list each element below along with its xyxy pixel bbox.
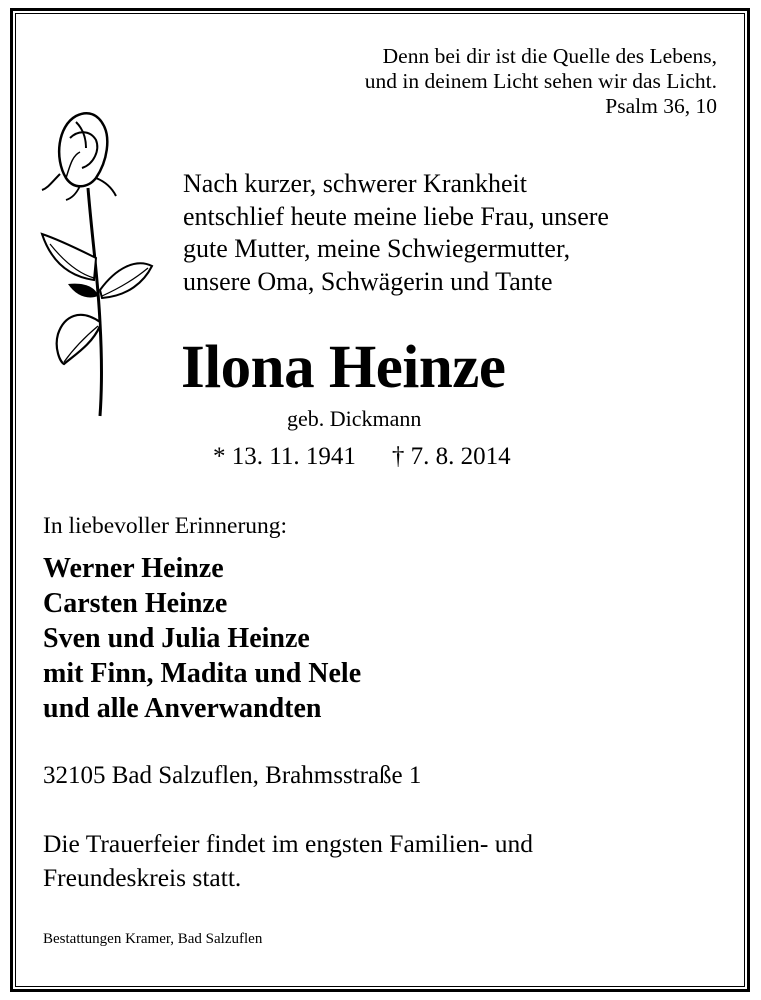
family-member: mit Finn, Madita und Nele bbox=[43, 658, 362, 689]
birth-date: * 13. 11. 1941 bbox=[213, 443, 356, 470]
intro-text bbox=[183, 168, 609, 298]
psalm-quote bbox=[365, 44, 717, 119]
ceremony-line: Die Trauerfeier findet im engsten Familien- und bbox=[43, 829, 534, 858]
psalm-line: Denn bei dir ist die Quelle des Lebens, bbox=[382, 44, 717, 68]
psalm-line: und in deinem Licht sehen wir das Licht. bbox=[364, 69, 717, 93]
ceremony-line: Freundeskreis statt. bbox=[43, 863, 242, 892]
death-date: † 7. 8. 2014 bbox=[391, 443, 511, 470]
family-member: Carsten Heinze bbox=[43, 588, 228, 619]
deceased-name: Ilona Heinze bbox=[181, 334, 506, 401]
undertaker-credit: Bestattungen Kramer, Bad Salzuflen bbox=[43, 931, 263, 947]
family-member: und alle Anverwandten bbox=[43, 693, 322, 724]
family-list bbox=[43, 551, 361, 726]
address: 32105 Bad Salzuflen, Brahmsstraße 1 bbox=[43, 762, 422, 789]
family-member: Werner Heinze bbox=[43, 553, 224, 584]
rose-icon bbox=[36, 108, 154, 420]
intro-line: Nach kurzer, schwerer Krankheit bbox=[183, 169, 528, 198]
memory-label: In liebevoller Erinnerung: bbox=[43, 513, 288, 539]
life-dates bbox=[213, 443, 511, 471]
intro-line: unsere Oma, Schwägerin und Tante bbox=[183, 266, 553, 296]
family-member: Sven und Julia Heinze bbox=[43, 623, 310, 654]
ceremony-note bbox=[43, 827, 533, 895]
intro-line: entschlief heute meine liebe Frau, unsere bbox=[183, 201, 609, 231]
psalm-reference: Psalm 36, 10 bbox=[605, 94, 717, 118]
birth-name: geb. Dickmann bbox=[287, 406, 422, 431]
intro-line: gute Mutter, meine Schwiegermutter, bbox=[183, 234, 571, 263]
